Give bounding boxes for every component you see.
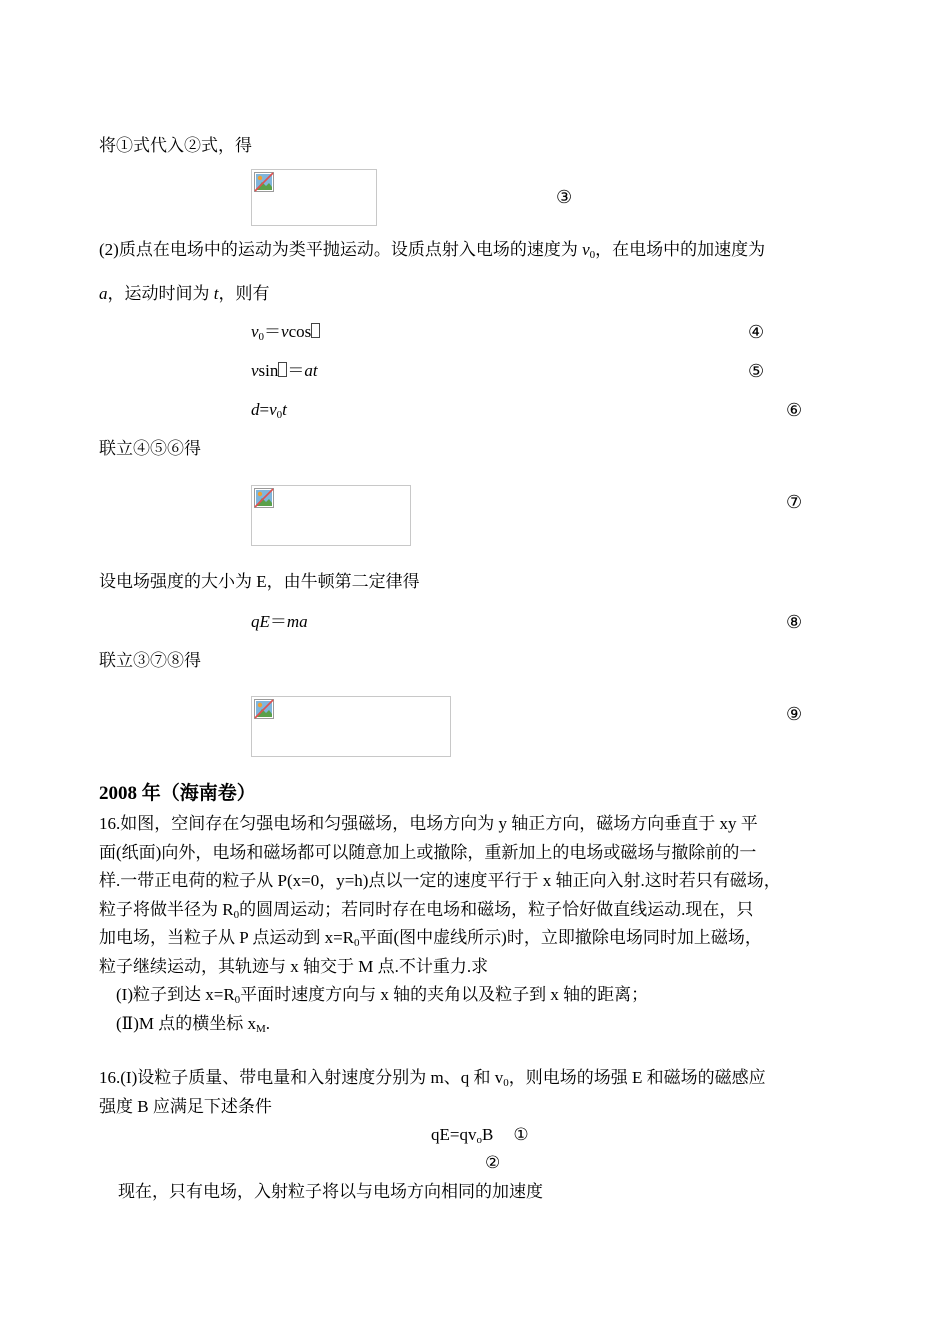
equation	[251, 320, 320, 344]
subscript: 0	[503, 1077, 509, 1089]
subscript: 0	[233, 908, 240, 921]
broken-image-equation	[251, 696, 451, 757]
equals: =	[259, 400, 270, 419]
text-line	[99, 238, 765, 262]
question-line	[99, 981, 859, 1010]
solution-paragraph	[99, 1064, 859, 1121]
text-span: .	[265, 1013, 271, 1033]
text-span: (Ⅱ)M 点的横坐标 x	[116, 1013, 256, 1033]
equation-number: ⑧	[786, 612, 803, 632]
question-line	[99, 1010, 859, 1039]
equation	[251, 610, 308, 634]
subscript: 0	[234, 994, 241, 1006]
section-heading: 2008 年（海南卷）	[99, 783, 256, 804]
equation	[431, 1123, 529, 1147]
var: at	[304, 361, 318, 380]
subscript: 0	[589, 249, 596, 261]
text-span: B	[481, 1125, 494, 1144]
broken-image-icon	[254, 488, 274, 508]
equation-number: ⑤	[748, 361, 765, 381]
text-span: ，在电场中的加速度为	[595, 240, 766, 259]
text-line: 样.一带正电荷的粒子从 P(x=0，y=h)点以一定的速度平行于 x 轴正向入射.这时若只有磁场，	[99, 871, 781, 890]
equation-number: ②	[485, 1153, 501, 1172]
equation-number: ⑥	[786, 400, 803, 420]
broken-image-equation	[251, 169, 377, 226]
var: v	[269, 400, 277, 419]
equation	[251, 359, 318, 383]
broken-image-equation	[251, 485, 411, 546]
text-line: 面(纸面)向外，电场和磁场都可以随意加上或撤除，重新加上的电场或磁场与撤除前的一	[99, 842, 757, 862]
text-span: sin	[258, 361, 279, 380]
text-line: 联立④⑤⑥得	[99, 439, 201, 458]
equation-number: ⑦	[786, 492, 803, 512]
text-span: ，则电场的场强 E 和磁场的磁感应	[508, 1068, 766, 1087]
equation	[251, 398, 287, 422]
text-line	[99, 1064, 859, 1093]
equation-number: ③	[556, 187, 573, 207]
equation-number: ④	[748, 322, 765, 342]
subscript: o	[476, 1134, 482, 1146]
text-span: qE=qv	[431, 1125, 477, 1144]
var: qE	[251, 612, 270, 631]
text-line: 将①式代入②式，得	[99, 136, 252, 155]
var: t	[282, 400, 287, 419]
equals: ＝	[264, 322, 282, 341]
text-span: ，运动时间为	[107, 284, 214, 303]
broken-image-icon	[254, 699, 274, 719]
text-line	[99, 282, 269, 306]
text-line: 设电场强度的大小为 E，由牛顿第二定律得	[99, 572, 420, 591]
subscript: 0	[354, 937, 360, 949]
equals: ＝	[269, 612, 287, 631]
text-line	[99, 924, 859, 953]
text-span: 加电场，当粒子从 P 点运动到 x=R	[99, 928, 354, 947]
equation-number: ①	[513, 1125, 529, 1144]
missing-glyph-box	[311, 323, 320, 338]
text-span: ，则有	[218, 284, 270, 303]
text-span: cos	[288, 322, 312, 341]
text-span: 平面时速度方向与 x 轴的夹角以及粒子到 x 轴的距离；	[240, 985, 649, 1004]
equals: ＝	[287, 361, 305, 380]
text-line	[99, 896, 859, 925]
text-line: 现在，只有电场，入射粒子将以与电场方向相同的加速度	[118, 1182, 543, 1201]
text-line: 16.如图，空间存在匀强电场和匀强磁场，电场方向为 y 轴正方向，磁场方向垂直于 xy 平	[99, 814, 758, 833]
text-span: 的圆周运动；若同时存在电场和磁场，粒子恰好做直线运动.现在，只	[239, 899, 754, 919]
text-span: 16.(I)设粒子质量、带电量和入射速度分别为 m、q 和 v	[99, 1068, 504, 1087]
text-span: 平面(图中虚线所示)时，立即撤除电场同时加上磁场，	[359, 928, 762, 947]
subscript: 0	[258, 331, 265, 343]
text-line: 粒子继续运动，其轨迹与 x 轴交于 M 点.不计重力.求	[99, 956, 489, 976]
problem-paragraph	[99, 810, 859, 1038]
var-t: t	[213, 284, 219, 303]
var: v	[281, 322, 289, 341]
var: ma	[286, 612, 308, 631]
subscript: 0	[276, 409, 283, 421]
text-line: 强度 B 应满足下述条件	[99, 1096, 272, 1116]
broken-image-icon	[254, 172, 274, 192]
text-line: 联立③⑦⑧得	[99, 651, 201, 670]
text-span: 粒子将做半径为 R	[99, 899, 234, 919]
var-a: a	[99, 284, 108, 303]
text-span: (I)粒子到达 x=R	[116, 985, 235, 1004]
text-span: (2)质点在电场中的运动为类平抛运动。设质点射入电场的速度为	[99, 240, 583, 259]
subscript: M	[256, 1022, 266, 1035]
equation-number: ⑨	[786, 704, 803, 724]
var: v	[251, 361, 259, 380]
var-v: v	[582, 240, 590, 259]
var: d	[251, 400, 260, 419]
var: v	[251, 322, 259, 341]
